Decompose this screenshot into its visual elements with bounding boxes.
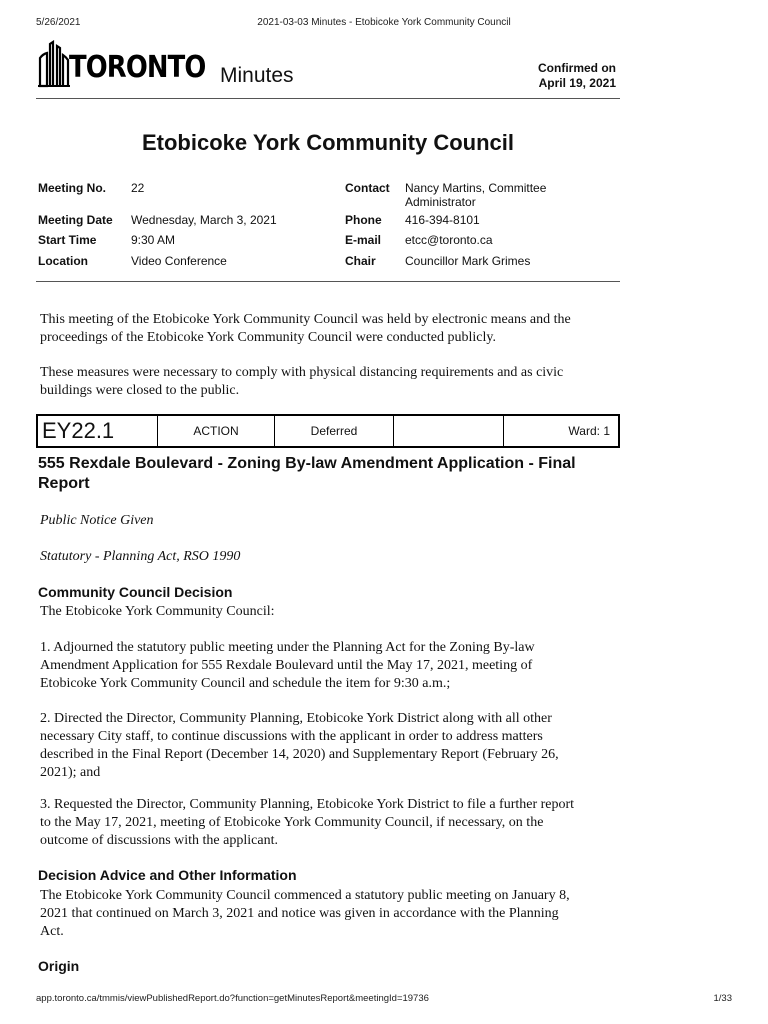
confirmed-date [538,61,616,91]
contact-value-line2: Administrator [405,195,476,209]
text-line: described in the Final Report (December 14, 2020) and Supplementary Report (February 26, [40,747,559,762]
item-blank-cell [394,416,504,446]
header-divider [36,98,620,99]
text-line: outcome of discussions with the applicant. [40,833,278,848]
advice-paragraph [40,887,620,941]
decision-item-2 [40,710,620,782]
origin-heading: Origin [38,958,80,974]
document-type: Minutes [220,64,294,87]
phone-value: 416-394-8101 [405,213,480,227]
text-line: 2. Directed the Director, Community Planning, Etobicoke York District along with all other [40,711,552,726]
text-line: The Etobicoke York Community Council commenced a statutory public meeting on January 8, [40,888,570,903]
page-number: 1/33 [713,993,732,1004]
location-label: Location [38,254,88,268]
location-value: Video Conference [131,254,227,268]
text-line: Etobicoke York Community Council and schedule the item for 9:30 a.m.; [40,676,451,691]
text-line: These measures were necessary to comply with physical distancing requirements and as civic [40,365,564,380]
text-line: buildings were closed to the public. [40,383,240,398]
chair-value: Councillor Mark Grimes [405,254,531,268]
text-line: proceedings of the Etobicoke York Community Council were conducted publicly. [40,330,496,345]
item-ward: Ward: 1 [568,424,610,438]
decision-item-1 [40,639,620,693]
advice-heading: Decision Advice and Other Information [38,867,297,883]
meeting-date-value: Wednesday, March 3, 2021 [131,213,277,227]
meeting-no-label: Meeting No. [38,181,106,195]
item-type: ACTION [158,416,275,446]
contact-value-line1: Nancy Martins, Committee [405,181,547,195]
text-line: Act. [40,924,64,939]
item-status: Deferred [275,416,394,446]
agenda-item-table [36,414,620,448]
item-title-line: Report [38,475,90,492]
email-value: etcc@toronto.ca [405,233,493,247]
email-label: E-mail [345,233,382,247]
text-line: This meeting of the Etobicoke York Community Council was held by electronic means and the [40,312,571,327]
page-url: app.toronto.ca/tmmis/viewPublishedReport.do?function=getMinutesReport&meetingId=19736 [36,993,429,1004]
item-title-line: 555 Rexdale Boulevard - Zoning By-law Amendment Application - Final [38,455,576,472]
city-hall-icon [38,40,70,88]
text-line: necessary City staff, to continue discussions with the applicant in order to address matters [40,729,543,744]
text-line: to the May 17, 2021, meeting of Etobicoke York Community Council, if necessary, on the [40,815,544,830]
statutory-note: Statutory - Planning Act, RSO 1990 [40,549,241,564]
council-title: Etobicoke York Community Council [141,130,514,155]
start-time-value: 9:30 AM [131,233,176,247]
text-line: 1. Adjourned the statutory public meeting under the Planning Act for the Zoning By-law [40,640,535,655]
text-line: 2021 that continued on March 3, 2021 and notice was given in accordance with the Planning [40,906,559,921]
decision-intro: The Etobicoke York Community Council: [40,604,275,619]
confirmed-value: April 19, 2021 [538,76,616,90]
confirmed-label: Confirmed on [538,61,616,75]
info-divider [36,281,620,282]
item-title [38,454,628,494]
text-line: 3. Requested the Director, Community Planning, Etobicoke York District to file a further report [40,797,575,812]
meeting-date-label: Meeting Date [38,213,113,227]
logo-wordmark: TORONTO [69,50,206,85]
decision-item-3 [40,796,620,850]
meeting-no-value: 22 [131,181,145,195]
print-date: 5/26/2021 [36,17,81,28]
intro-paragraph-2 [40,364,620,400]
public-notice: Public Notice Given [40,513,154,528]
item-id: EY22.1 [38,416,158,446]
text-line: Amendment Application for 555 Rexdale Boulevard until the May 17, 2021, meeting of [40,658,533,673]
phone-label: Phone [345,213,382,227]
decision-heading: Community Council Decision [38,584,233,600]
intro-paragraph-1 [40,311,620,347]
print-title: 2021-03-03 Minutes - Etobicoke York Community Council [257,17,511,28]
start-time-label: Start Time [38,233,97,247]
contact-label: Contact [345,181,390,195]
chair-label: Chair [345,254,376,268]
toronto-logo [38,40,206,88]
text-line: 2021); and [40,765,101,780]
